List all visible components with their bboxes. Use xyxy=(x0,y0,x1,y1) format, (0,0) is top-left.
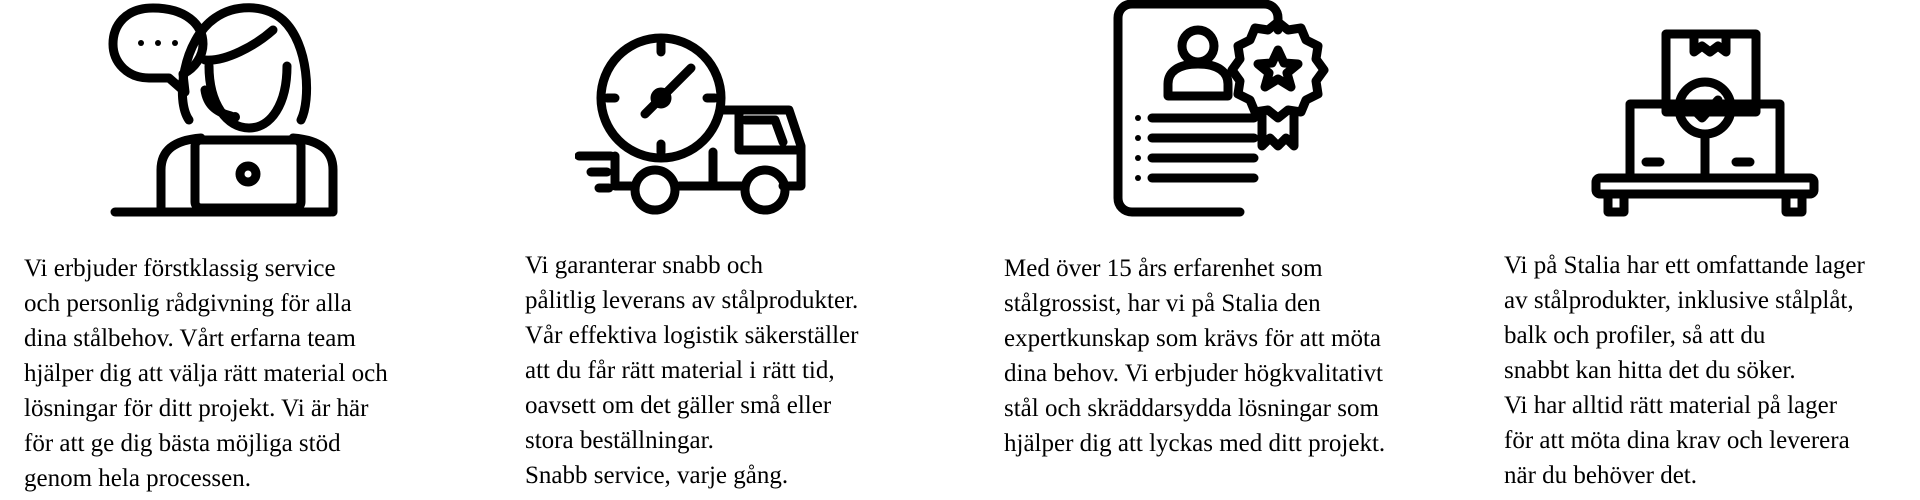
warehouse-stock-pallet-icon xyxy=(1590,0,1820,230)
customer-support-agent-icon xyxy=(105,0,345,230)
feature-delivery xyxy=(500,0,970,500)
certified-expert-document-icon xyxy=(1112,0,1342,230)
feature-customer-service-text: Vi erbjuder förstklassig service och personlig rådgivning för alla dina stålbehov. Vårt erfarna team hjälper dig att välja rätt material och lösningar för ditt projekt. Vi är här för att ge dig bästa möjliga stöd genom hela processen. xyxy=(24,255,388,492)
feature-expertise-text: Med över 15 års erfarenhet som stålgrossist, har vi på Stalia den expertkunskap som krävs för att möta dina behov. Vi erbjuder högkvalitativt stål och skräddarsydda lösningar som hjälper dig att lyckas med ditt projekt. xyxy=(1004,255,1386,457)
feature-stock-text: Vi på Stalia har ett omfattande lager av stålprodukter, inklusive stålplåt, balk och profiler, så att du snabbt kan hitta det du söker. Vi har alltid rätt material på lager för att möta dina krav och leverera när du behöver det. xyxy=(1504,252,1865,489)
fast-delivery-truck-icon xyxy=(575,0,855,230)
feature-expertise xyxy=(982,0,1452,500)
feature-delivery-text: Vi garanterar snabb och pålitlig leverans av stålprodukter. Vår effektiva logistik säkerställer att du får rätt material i rätt tid, oavsett om det gäller små eller stora beställningar. Snabb service, varje gång. xyxy=(525,252,859,489)
feature-customer-service xyxy=(0,0,470,500)
feature-stock xyxy=(1480,0,1920,500)
